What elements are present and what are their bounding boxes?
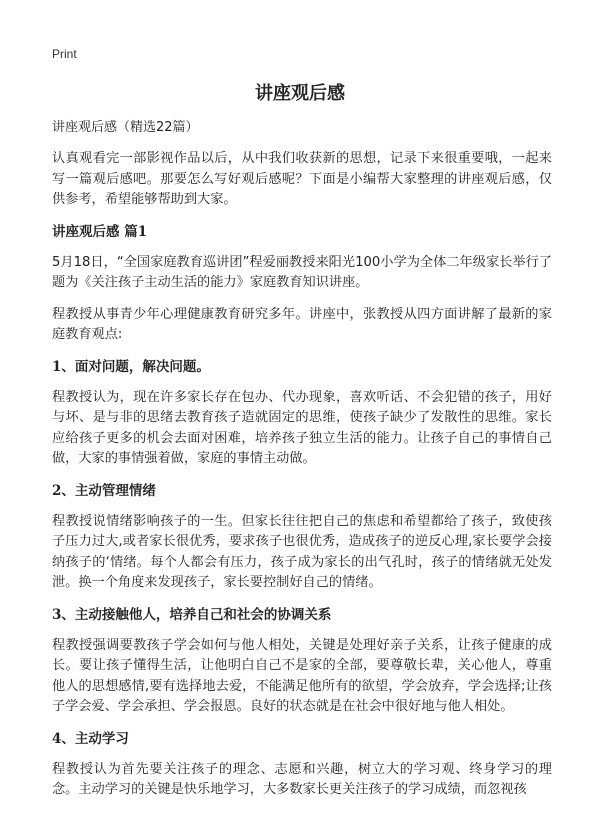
section-heading: 3、主动接触他人，培养自己和社会的协调关系 bbox=[52, 606, 332, 623]
paragraph: 程教授强调要教孩子学会如何与他人相处，关键是处理好亲子关系，让孩子健康的成长。要让孩子懂得生活，让他明白自己不是家的全部，要尊敬长辈，关心他人，尊重他人的思想感情,要有选择地去爱，不能满足他所有的欲望，学会放弃，学会选择;让孩子学会爱、学会承担、学会报恩。良好的状态就是在社会中很好地与他人相处。 bbox=[52, 637, 552, 714]
section-heading: 1、面对问题，解决问题。 bbox=[52, 358, 210, 375]
paragraph: 5月18日，“全国家庭教育巡讲团”程爱丽教授来阳光100小学为全体二年级家长举行了题为《关注孩子主动生活的能力》家庭教育知识讲座。 bbox=[52, 254, 552, 290]
paragraph: 程教授认为首先要关注孩子的理念、志愿和兴趣，树立大的学习观、终身学习的理念。主动学习的关键是快乐地学习，大多数家长更关注孩子的学习成绩，而忽视孩 bbox=[52, 761, 552, 797]
section-heading: 4、主动学习 bbox=[52, 730, 129, 747]
paragraph: 程教授认为，现在许多家长存在包办、代办现象，喜欢听话、不会犯错的孩子，用好与坏、是与非的思绪去教育孩子造就固定的思维，使孩子缺少了发散性的思维。家长应给孩子更多的机会去面对困难，培养孩子独立生活的能力。让孩子自己的事情自己做，大家的事情强着做，家庭的事情主动做。 bbox=[52, 389, 552, 466]
article-heading: 讲座观后感 篇1 bbox=[52, 223, 148, 240]
document-body bbox=[52, 118, 552, 812]
paragraph: 程教授说情绪影响孩子的一生。但家长往往把自己的焦虑和希望都给了孩子，致使孩子压力过大,或者家长很优秀，要求孩子也很优秀，造成孩子的逆反心理,家长要学会接纳孩子的‘情绪。每个人都会有压力，孩子成为家长的出气孔时，孩子的情绪就无处发泄。换一个角度来发现孩子，家长要控制好自己的情绪。 bbox=[52, 513, 552, 590]
page-title: 讲座观后感 bbox=[255, 83, 345, 104]
paragraph: 程教授从事青少年心理健康教育研究多年。讲座中，张教授从四方面讲解了最新的家庭教育观点: bbox=[52, 306, 552, 342]
print-link[interactable]: Print bbox=[52, 47, 77, 61]
section-heading: 2、主动管理情绪 bbox=[52, 482, 156, 499]
intro-paragraph: 认真观看完一部影视作品以后，从中我们收获新的思想，记录下来很重要哦，一起来写一篇观后感吧。那要怎么写好观后感呢？下面是小编帮大家整理的讲座观后感，仅供参考，希望能够帮助到大家。 bbox=[52, 151, 552, 207]
document-subtitle: 讲座观后感（精选22篇） bbox=[52, 120, 199, 135]
